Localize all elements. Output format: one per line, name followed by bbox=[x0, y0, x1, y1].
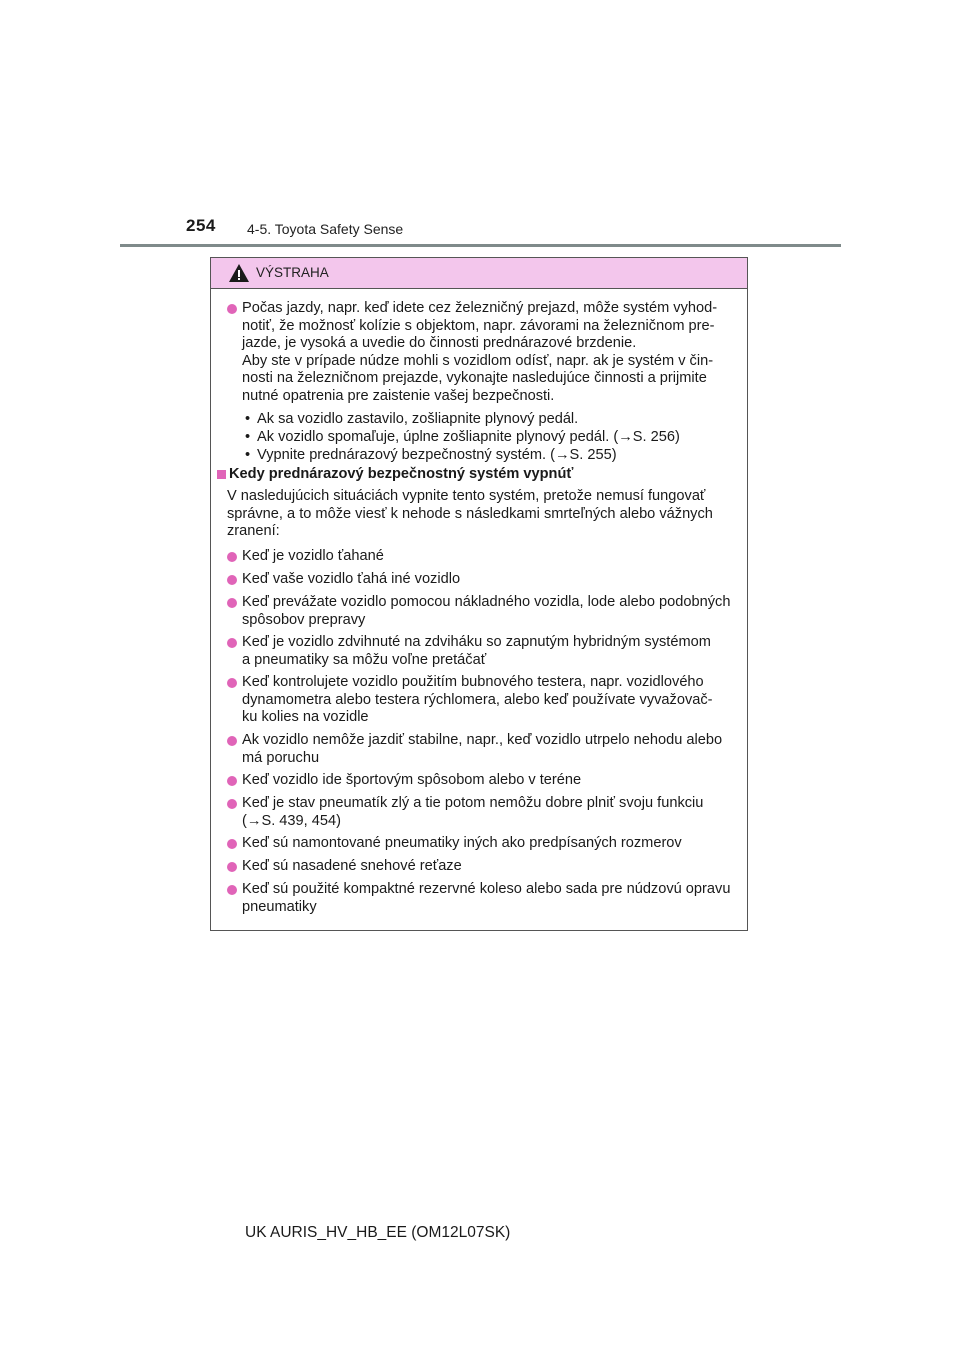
warning-header bbox=[211, 258, 747, 289]
warning-triangle-icon bbox=[228, 263, 250, 283]
list-item bbox=[227, 300, 743, 406]
bullet-dot-icon bbox=[227, 862, 237, 872]
page-header bbox=[0, 0, 960, 250]
step-item: • Ak sa vozidlo zastavilo, zošliapnite plynový pedál. bbox=[245, 411, 579, 427]
bullet-dot-icon bbox=[227, 776, 237, 786]
list-item: Keď kontrolujete vozidlo použitím bubnového testera, napr. vozidlového dynamometra alebo testera rýchlomera, alebo keď používate vyvažovač- ku kolies na vozidle bbox=[227, 674, 743, 727]
bullet-dot-icon bbox=[227, 304, 237, 314]
list-item: Keď sú použité kompaktné rezervné koleso alebo sada pre núdzovú opravu pneumatiky bbox=[227, 881, 743, 916]
list-item: Keď prevážate vozidlo pomocou nákladného vozidla, lode alebo podobných spôsobov prepravy bbox=[227, 594, 743, 629]
line: jazde, je vysoká a uvedie do činnosti prednárazové brzdenie. bbox=[242, 335, 637, 352]
bullet-dot-icon bbox=[227, 575, 237, 585]
list-item: Keď sú nasadené snehové reťaze bbox=[227, 858, 743, 876]
bullet-dot-icon bbox=[227, 552, 237, 562]
bullet-dot-icon bbox=[227, 678, 237, 688]
bullet-dot-icon bbox=[227, 638, 237, 648]
intro-paragraph: V nasledujúcich situáciách vypnite tento systém, pretože nemusí fungovať správne, a to môže viesť k nehode s následkami smrteľných alebo vážnych zranení: bbox=[227, 488, 713, 540]
bullet-dot-icon bbox=[227, 839, 237, 849]
header-rule bbox=[120, 244, 841, 247]
section-title: 4-5. Toyota Safety Sense bbox=[247, 221, 404, 237]
section-heading: Kedy prednárazový bezpečnostný systém vypnúť bbox=[217, 466, 743, 484]
line: nutné opatrenia pre zaistenie vašej bezpečnosti. bbox=[242, 387, 555, 404]
line: nosti na železničnom prejazde, vykonajte nasledujúce činnosti a prijmite bbox=[242, 370, 707, 387]
bullet-dot-icon bbox=[227, 799, 237, 809]
bullet-dot-icon bbox=[227, 736, 237, 746]
list-item: Keď je vozidlo zdvihnuté na zdviháku so zapnutým hybridným systémom a pneumatiky sa môžu voľne pretáčať bbox=[227, 634, 743, 669]
list-item: Keď je stav pneumatík zlý a tie potom nemôžu dobre plniť svoju funkciu (→S. 439, 454) bbox=[227, 795, 743, 830]
list-item: Ak vozidlo nemôže jazdiť stabilne, napr., keď vozidlo utrpelo nehodu alebo má poruchu bbox=[227, 732, 743, 767]
heading-square-icon bbox=[217, 470, 226, 479]
list-item: Keď vaše vozidlo ťahá iné vozidlo bbox=[227, 571, 743, 589]
step-item: • Vypnite prednárazový bezpečnostný systém. (→S. 255) bbox=[245, 447, 617, 463]
bullet-dot-icon bbox=[227, 598, 237, 608]
line: Aby ste v prípade núdze mohli s vozidlom odísť, napr. ak je systém v čin- bbox=[242, 352, 714, 369]
bullet-dot-icon bbox=[227, 885, 237, 895]
line: notiť, že možnosť kolízie s objektom, napr. závorami na železničnom pre- bbox=[242, 317, 715, 334]
list-item: Keď sú namontované pneumatiky iných ako predpísaných rozmerov bbox=[227, 835, 743, 853]
list-item: Keď vozidlo ide športovým spôsobom alebo v teréne bbox=[227, 772, 743, 790]
warning-label: VÝSTRAHA bbox=[256, 265, 329, 280]
step-item: • Ak vozidlo spomaľuje, úplne zošliapnite plynový pedál. (→S. 256) bbox=[245, 429, 680, 445]
document-id: UK AURIS_HV_HB_EE (OM12L07SK) bbox=[245, 1224, 511, 1241]
warning-box bbox=[210, 257, 748, 931]
page-number: 254 bbox=[186, 216, 216, 235]
list-item: Keď je vozidlo ťahané bbox=[227, 548, 743, 566]
line: Počas jazdy, napr. keď idete cez železničný prejazd, môže systém vyhod- bbox=[242, 300, 718, 316]
